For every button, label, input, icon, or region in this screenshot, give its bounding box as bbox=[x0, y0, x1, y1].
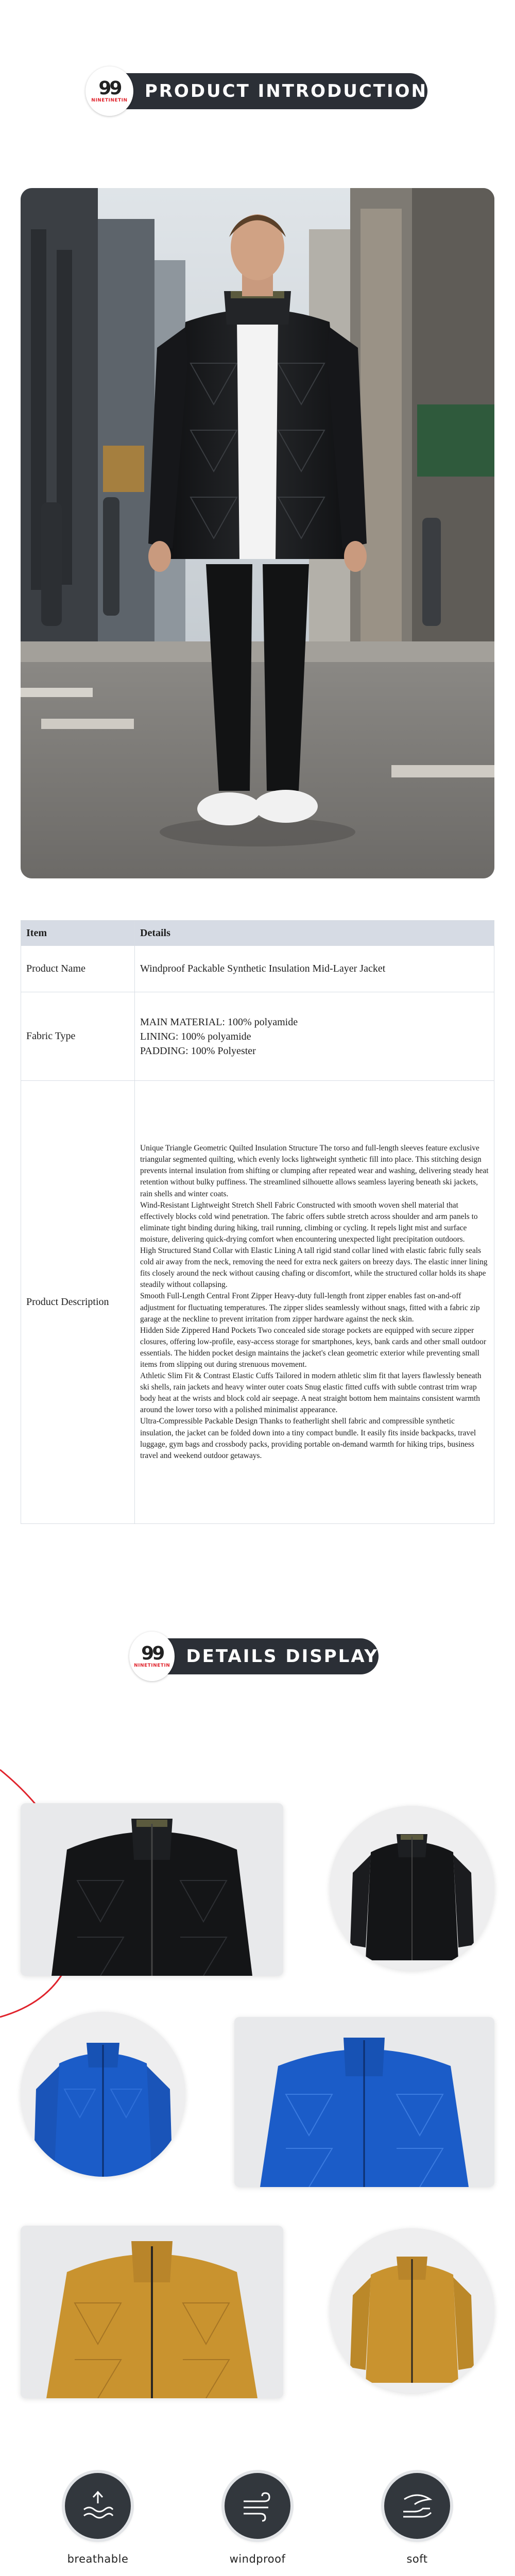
mustard-jacket-illustration bbox=[330, 2228, 494, 2393]
description-paragraph: Unique Triangle Geometric Quilted Insulation Structure The torso and full-length sleeves feature exclusive triangular segmented quilting, which evenly locks lightweight synthetic fill into place. This stitching design prevents internal insulation from shifting or clumping after repeated wear and washing, delivering steady heat retention without bulky puffiness. The streamlined silhouette allows seamless layering beneath ski jackets, rain shells and winter coats. bbox=[140, 1144, 489, 1198]
details-display-header bbox=[136, 1638, 379, 1674]
black-jacket-circle-photo bbox=[330, 1806, 494, 1971]
product-description-value bbox=[135, 1081, 494, 1524]
fabric-line: LINING: 100% polyamide bbox=[140, 1030, 251, 1042]
street-scene-illustration bbox=[21, 188, 494, 878]
description-paragraph: Hidden Side Zippered Hand Pockets Two concealed side storage pockets are equipped with secure zipper closures, offering low-profile, easy-access storage for smartphones, keys, bank cards and other small outdoor essentials. The hidden pocket design maintains the jacket's clean geometric exterior while preventing small items from slipping out during strenuous movement. bbox=[140, 1326, 486, 1369]
fabric-type-label: Fabric Type bbox=[21, 992, 135, 1081]
description-paragraph: Wind-Resistant Lightweight Stretch Shell Fabric Constructed with smooth woven shell material that effectively blocks cold wind penetration. The fabric offers subtle stretch across shoulder and arm panels to eliminate tight binding during hiking, trail running, climbing or cycling. It repels light mist and surface moisture, delivering quick-drying comfort when encountering unexpected light precipitation outdoors. bbox=[140, 1200, 478, 1244]
black-jacket-detail-photo bbox=[21, 1803, 283, 1976]
feature-windproof bbox=[206, 2473, 309, 2566]
feature-label: windproof bbox=[229, 2553, 286, 2565]
feather-hand-icon bbox=[384, 2473, 450, 2539]
brand-logo bbox=[129, 1632, 175, 1681]
brand-logo-text: NINETINETIN bbox=[91, 98, 128, 103]
wind-icon bbox=[225, 2473, 290, 2539]
product-description-label: Product Description bbox=[21, 1081, 135, 1524]
blue-jacket-illustration bbox=[234, 2017, 494, 2187]
feature-breathable bbox=[46, 2473, 149, 2566]
brand-logo-mark: 99 bbox=[141, 1643, 163, 1664]
section-title: PRODUCT INTRODUCTION bbox=[144, 81, 427, 101]
hero-model-photo bbox=[21, 188, 494, 878]
mustard-jacket-detail-photo bbox=[21, 2226, 283, 2398]
product-introduction-header bbox=[93, 73, 427, 109]
black-jacket-illustration bbox=[330, 1806, 494, 1971]
table-row bbox=[21, 946, 494, 992]
fabric-line: MAIN MATERIAL: 100% polyamide bbox=[140, 1016, 298, 1028]
section-title: DETAILS DISPLAY bbox=[186, 1646, 379, 1667]
description-paragraph: High Structured Stand Collar with Elastic Lining A tall rigid stand collar lined with elastic fabric fully seals cold air away from the neck, removing the need for extra neck gaiters on breezy days. The elastic inner lining fits closely around the neck without causing chafing or discomfort, while the structured collar holds its shape steadily without collapsing. bbox=[140, 1246, 488, 1290]
table-row bbox=[21, 992, 494, 1081]
brand-logo-text: NINETINETIN bbox=[134, 1663, 170, 1668]
mustard-jacket-circle-photo bbox=[330, 2228, 494, 2393]
product-name-value: Windproof Packable Synthetic Insulation Mid-Layer Jacket bbox=[135, 946, 494, 992]
product-name-label: Product Name bbox=[21, 946, 135, 992]
feature-label: breathable bbox=[67, 2553, 129, 2565]
black-jacket-illustration bbox=[21, 1803, 283, 1976]
description-paragraph: Athletic Slim Fit & Contrast Elastic Cuffs Tailored in modern athletic slim fit that layers flawlessly beneath ski shells, rain jackets and heavy winter outer coats Snug elastic fitted cuffs with subtle contrast trim wrap body heat at the wrists and block cold air seepage. A neat straight bottom hem maintains consistent warmth around the lower torso with a polished minimalist appearance. bbox=[140, 1371, 482, 1415]
table-header-item: Item bbox=[21, 921, 135, 946]
blue-jacket-illustration bbox=[21, 2012, 185, 2177]
table-header-row bbox=[21, 921, 494, 946]
mustard-jacket-illustration bbox=[21, 2226, 283, 2398]
fabric-type-value bbox=[135, 992, 494, 1081]
brand-logo bbox=[85, 66, 133, 116]
description-paragraph: Smooth Full-Length Central Front Zipper Heavy-duty full-length front zipper enables fast on-and-off adjustment for fluctuating temperatures. The zipper slides seamlessly without snags, fitted with a fabric zip garage at the neckline to prevent irritation from zipper hardware against the neck skin. bbox=[140, 1292, 480, 1324]
breathable-waves-icon bbox=[65, 2473, 131, 2539]
blue-jacket-circle-photo bbox=[21, 2012, 185, 2177]
brand-logo-mark: 99 bbox=[98, 78, 121, 99]
description-paragraph: Ultra-Compressible Packable Design Thanks to featherlight shell fabric and compressible synthetic insulation, the jacket can be folded down into a tiny compact bundle. It easily fits inside backpacks, travel luggage, gym bags and crossbody packs, providing portable on-demand warmth for hiking trips, business travel and weekend outdoor getaways. bbox=[140, 1417, 476, 1460]
blue-jacket-detail-photo bbox=[234, 2017, 494, 2187]
fabric-line: PADDING: 100% Polyester bbox=[140, 1045, 256, 1057]
table-header-details: Details bbox=[135, 921, 494, 946]
feature-label: soft bbox=[406, 2553, 428, 2565]
table-row bbox=[21, 1081, 494, 1524]
feature-soft bbox=[366, 2473, 469, 2566]
product-spec-table bbox=[21, 920, 494, 1524]
